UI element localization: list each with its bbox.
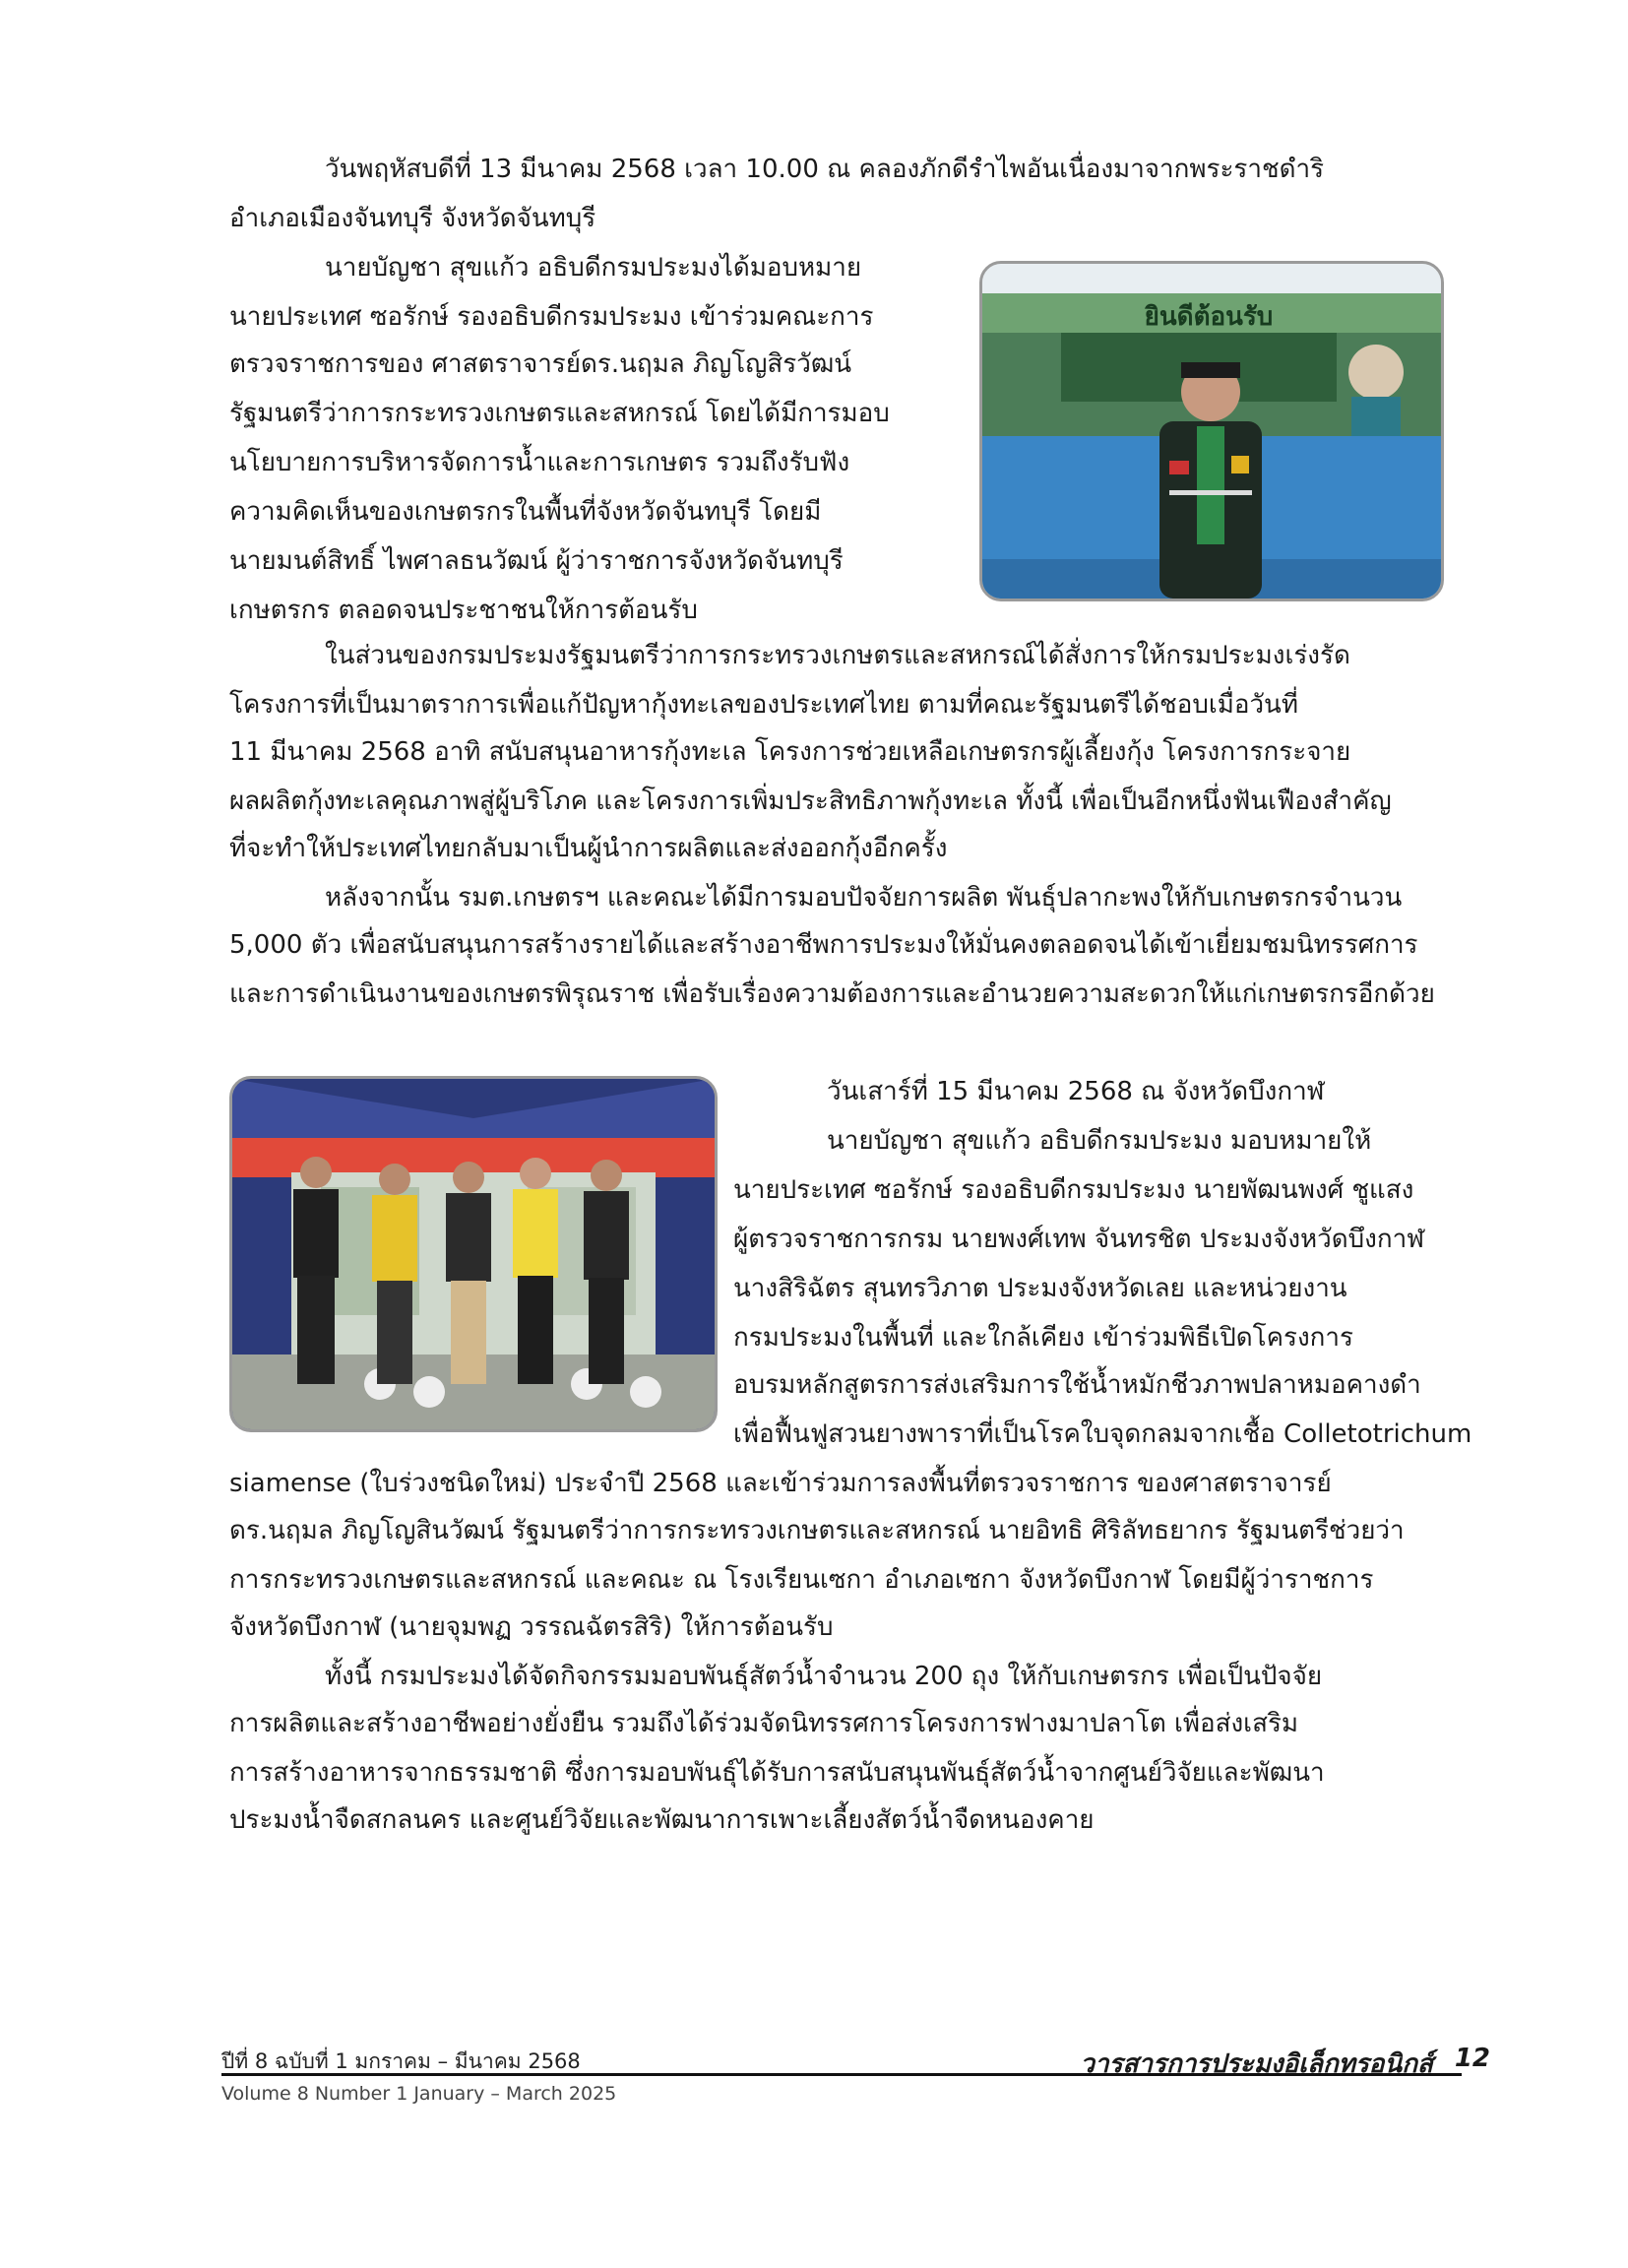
banner-text: ยินดีต้อนรับ: [1144, 302, 1274, 332]
p6-line-6: อบรมหลักสูตรการส่งเสริมการใช้น้ำหมักชีวภาพปลาหมอคางดำ: [733, 1370, 1421, 1400]
footer-issue-en: Volume 8 Number 1 January – March 2025: [221, 2083, 617, 2105]
photo-group-exhibition: [229, 1076, 718, 1432]
footer-journal-title: วารสารการประมงอิเล็กทรอนิกส์: [1080, 2049, 1433, 2079]
p4-line-3: และการดำเนินงานของเกษตรพิรุณราช เพื่อรับเรื่องความต้องการและอำนวยความสะดวกให้แก่เกษตรกรอีกด้วย: [229, 979, 1435, 1009]
p6-line-9: ดร.นฤมล ภิญโญสินวัฒน์ รัฐมนตรีว่าการกระทรวงเกษตรและสหกรณ์ นายอิทธิ ศิริลัทธยากร รัฐมนตรีช่วยว่า: [229, 1516, 1405, 1545]
p2-line-4: รัฐมนตรีว่าการกระทรวงเกษตรและสหกรณ์ โดยได้มีการมอบ: [229, 399, 890, 428]
p1-line-1: วันพฤหัสบดีที่ 13 มีนาคม 2568 เวลา 10.00 ณ คลองภักดีรำไพอันเนื่องมาจากพระราชดำริ: [325, 155, 1325, 184]
p6-line-10: การกระทรวงเกษตรและสหกรณ์ และคณะ ณ โรงเรียนเซกา อำเภอเซกา จังหวัดบึงกาฬ โดยมีผู้ว่าราชการ: [229, 1565, 1374, 1595]
p6-line-8: siamense (ใบร่วงชนิดใหม่) ประจำปี 2568 และเข้าร่วมการลงพื้นที่ตรวจราชการ ของศาสตราจารย์: [229, 1469, 1332, 1498]
p2-line-3: ตรวจราชการของ ศาสตราจารย์ดร.นฤมล ภิญโญสิรวัฒน์: [229, 349, 852, 379]
p3-line-1: ในส่วนของกรมประมงรัฐมนตรีว่าการกระทรวงเกษตรและสหกรณ์ได้สั่งการให้กรมประมงเร่งรัด: [325, 641, 1350, 670]
p4-line-2: 5,000 ตัว เพื่อสนับสนุนการสร้างรายได้และสร้างอาชีพการประมงให้มั่นคงตลอดจนได้เข้าเยี่ยมชมนิทรรศการ: [229, 930, 1418, 960]
p2-line-2: นายประเทศ ซอรักษ์ รองอธิบดีกรมประมง เข้าร่วมคณะการ: [229, 302, 874, 332]
p2-line-7: นายมนต์สิทธิ์ ไพศาลธนวัฒน์ ผู้ว่าราชการจังหวัดจันทบุรี: [229, 546, 844, 576]
p3-line-3: 11 มีนาคม 2568 อาทิ สนับสนุนอาหารกุ้งทะเล โครงการช่วยเหลือเกษตรกรผู้เลี้ยงกุ้ง โครงการกระจาย: [229, 737, 1351, 767]
p2-line-6: ความคิดเห็นของเกษตรกรในพื้นที่จังหวัดจันทบุรี โดยมี: [229, 497, 822, 527]
photo-welcome-ceremony-image: [982, 264, 1441, 598]
p3-line-5: ที่จะทำให้ประเทศไทยกลับมาเป็นผู้นำการผลิตและส่งออกกุ้งอีกครั้ง: [229, 834, 948, 863]
p7-line-1: ทั้งนี้ กรมประมงได้จัดกิจกรรมมอบพันธุ์สัตว์น้ำจำนวน 200 ถุง ให้กับเกษตรกร เพื่อเป็นปัจจัย: [325, 1662, 1323, 1691]
p2-line-8: เกษตรกร ตลอดจนประชาชนให้การต้อนรับ: [229, 596, 698, 625]
photo-group-exhibition-image: [232, 1079, 715, 1429]
p3-line-2: โครงการที่เป็นมาตราการเพื่อแก้ปัญหากุ้งทะเลของประเทศไทย ตามที่คณะรัฐมนตรีได้ชอบเมื่อวันที่: [229, 690, 1298, 720]
p6-line-1: นายบัญชา สุขแก้ว อธิบดีกรมประมง มอบหมายให้: [827, 1126, 1372, 1156]
p7-line-3: การสร้างอาหารจากธรรมชาติ ซึ่งการมอบพันธุ์ได้รับการสนับสนุนพันธุ์สัตว์น้ำจากศูนย์วิจัยและพัฒนา: [229, 1758, 1325, 1788]
p7-line-4: ประมงน้ำจืดสกลนคร และศูนย์วิจัยและพัฒนาการเพาะเลี้ยงสัตว์น้ำจืดหนองคาย: [229, 1805, 1095, 1835]
p4-line-1: หลังจากนั้น รมต.เกษตรฯ และคณะได้มีการมอบปัจจัยการผลิต พันธุ์ปลากะพงให้กับเกษตรกรจำนวน: [325, 883, 1403, 913]
photo-welcome-ceremony: [979, 261, 1444, 601]
p7-line-2: การผลิตและสร้างอาชีพอย่างยั่งยืน รวมถึงได้ร่วมจัดนิทรรศการโครงการฟางมาปลาโต เพื่อส่งเสริม: [229, 1709, 1299, 1738]
p6-line-11: จังหวัดบึงกาฬ (นายจุมพฏ วรรณฉัตรสิริ) ให้การต้อนรับ: [229, 1612, 834, 1642]
p6-line-4: นางสิริฉัตร สุนทรวิภาต ประมงจังหวัดเลย และหน่วยงาน: [733, 1274, 1347, 1303]
p6-line-5: กรมประมงในพื้นที่ และใกล้เคียง เข้าร่วมพิธีเปิดโครงการ: [733, 1323, 1353, 1353]
footer-issue-th: ปีที่ 8 ฉบับที่ 1 มกราคม – มีนาคม 2568: [221, 2049, 581, 2073]
p3-line-4: ผลผลิตกุ้งทะเลคุณภาพสู่ผู้บริโภค และโครงการเพิ่มประสิทธิภาพกุ้งทะเล ทั้งนี้ เพื่อเป็นอีกหนึ่งฟันเฟืองสำคัญ: [229, 787, 1392, 816]
p6-line-7: เพื่อฟื้นฟูสวนยางพาราที่เป็นโรคใบจุดกลมจากเชื้อ Colletotrichum: [733, 1419, 1472, 1449]
p2-line-1: นายบัญชา สุขแก้ว อธิบดีกรมประมงได้มอบหมาย: [325, 253, 862, 283]
p6-line-3: ผู้ตรวจราชการกรม นายพงศ์เทพ จันทรชิต ประมงจังหวัดบึงกาฬ: [733, 1225, 1424, 1254]
p2-line-5: นโยบายการบริหารจัดการน้ำและการเกษตร รวมถึงรับฟัง: [229, 448, 850, 477]
p6-line-2: นายประเทศ ซอรักษ์ รองอธิบดีกรมประมง นายพัฒนพงศ์ ชูแสง: [733, 1175, 1414, 1205]
p1-line-2: อำเภอเมืองจันทบุรี จังหวัดจันทบุรี: [229, 204, 596, 233]
footer-page-number: 12: [1454, 2044, 1490, 2073]
p5-date: วันเสาร์ที่ 15 มีนาคม 2568 ณ จังหวัดบึงกาฬ: [827, 1077, 1325, 1106]
